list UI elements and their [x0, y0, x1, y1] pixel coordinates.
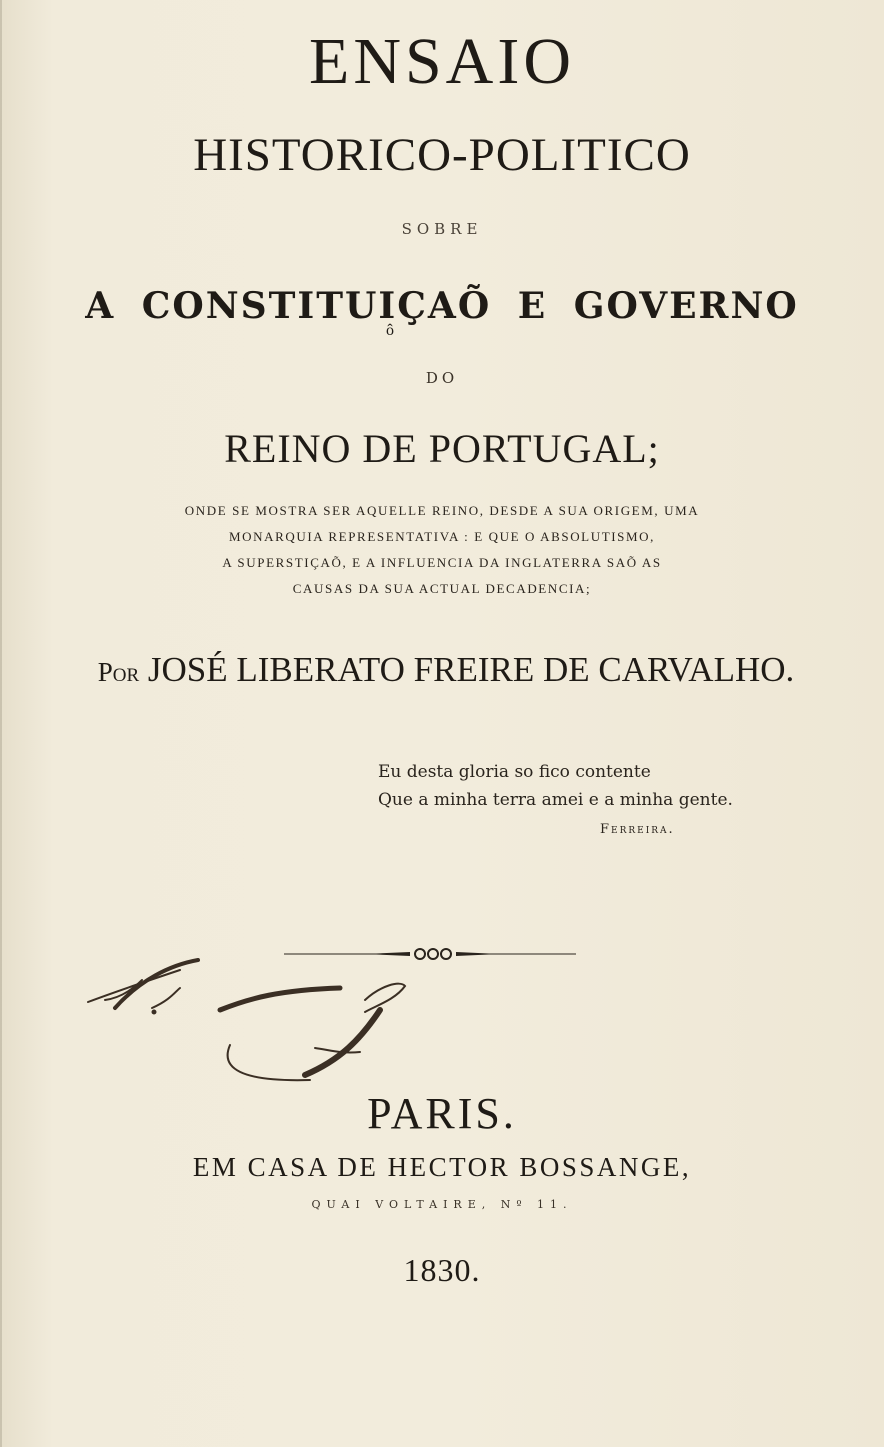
author-line [4, 650, 884, 690]
kingdom-title: REINO DE PORTUGAL; [224, 426, 660, 471]
subtitle-line: CAUSAS DA SUA ACTUAL DECADENCIA; [292, 581, 592, 596]
imprint-address: QUAI VOLTAIRE, Nº 11. [311, 1198, 573, 1211]
imprint-publisher: EM CASA DE HECTOR BOSSANGE, [192, 1152, 692, 1182]
epigraph-line: Eu desta gloria so fico contente [378, 762, 651, 782]
imprint-year: 1830. [403, 1252, 481, 1288]
main-title: ENSAIO [309, 25, 575, 98]
author-prefix: Por [97, 657, 140, 687]
subject-title: A CONSTITUIÇAÕ E GOVERNO [85, 285, 799, 327]
epigraph-attribution: Ferreira. [600, 822, 675, 837]
do-label: DO [425, 369, 459, 387]
page-edge [0, 0, 2, 1447]
subtitle-line: ONDE SE MOSTRA SER AQUELLE REINO, DESDE A SUA ORIGEM, UMA [184, 503, 700, 518]
subject-accent: ô [386, 322, 394, 339]
subtitle-line: MONARQUIA REPRESENTATIVA : E QUE O ABSOLUTISMO, [228, 529, 656, 544]
second-title: HISTORICO-POLITICO [193, 129, 691, 181]
subtitle-line: A SUPERSTIÇAÕ, E A INFLUENCIA DA INGLATERRA SAÕ AS [222, 555, 662, 570]
handwritten-signature [80, 950, 420, 1090]
imprint-city: PARIS. [367, 1089, 517, 1138]
sobre-label: SOBRE [401, 220, 483, 238]
author-name: JOSÉ LIBERATO FREIRE DE CARVALHO. [147, 650, 795, 689]
epigraph-line: Que a minha terra amei e a minha gente. [378, 790, 733, 810]
